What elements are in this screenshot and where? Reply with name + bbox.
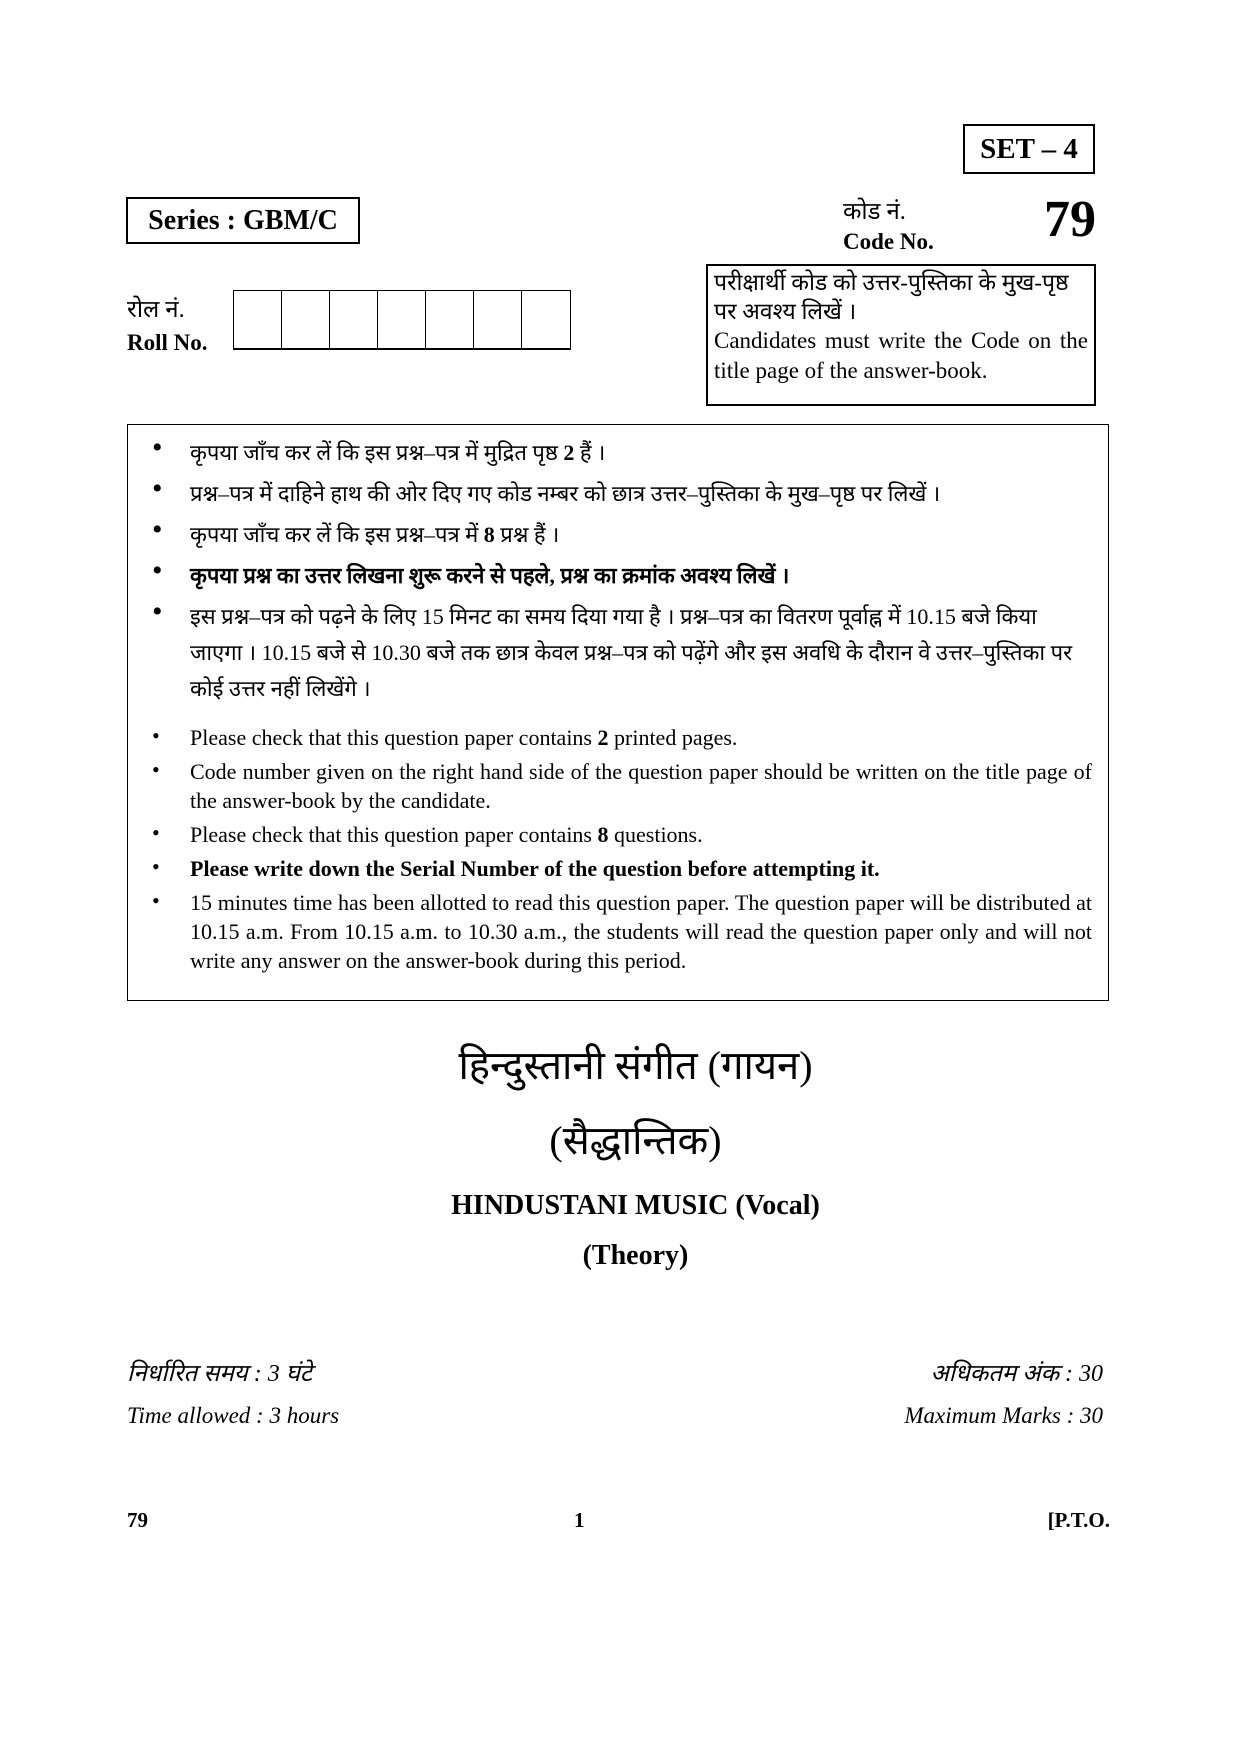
pto-label: [P.T.O.	[1047, 1508, 1110, 1532]
instruction-text: 15 minutes time has been allotted to read this question paper. The question paper will be distributed at 10.15 a.m. From 10.15 a.m. to 10.30 a.m., the students will read the question paper only and will not write any answer on the answer-book during this period.	[190, 890, 1092, 973]
instruction-text: प्रश्न–पत्र में दाहिने हाथ की ओर दिए गए कोड नम्बर को छात्र उत्तर–पुस्तिका के मुख–पृष्ठ पर लिखें ।	[190, 481, 941, 506]
max-marks-hindi: अधिकतम अंक : 30	[930, 1361, 1103, 1387]
instruction-text: कृपया जाँच कर लें कि इस प्रश्न–पत्र में 8 प्रश्न हैं ।	[190, 522, 560, 547]
series-label: Series : GBM/C	[126, 197, 360, 244]
page-number: 1	[574, 1508, 585, 1532]
footer-code: 79	[127, 1508, 148, 1532]
bullet: •	[152, 431, 163, 464]
roll-number-grid[interactable]	[233, 290, 571, 350]
time-allowed-hindi: निर्धारित समय : 3 घंटे	[127, 1361, 312, 1387]
bullet: •	[152, 595, 163, 628]
code-instruction-box	[706, 264, 1096, 406]
bullet: •	[152, 472, 163, 505]
instruction-text: Please check that this question paper contains 8 questions.	[190, 822, 703, 847]
bullet: •	[152, 854, 160, 879]
instructions-box	[127, 424, 1109, 1001]
code-label-english: Code No.	[843, 229, 934, 254]
bullet: •	[152, 554, 163, 587]
instruction-text: कृपया जाँच कर लें कि इस प्रश्न–पत्र में मुद्रित पृष्ठ 2 हैं ।	[190, 440, 606, 465]
bullet: •	[152, 888, 160, 913]
subject-title-hindi: हिन्दुस्तानी संगीत (गायन)	[458, 1043, 813, 1088]
roll-digit-box[interactable]	[330, 291, 378, 348]
subject-title-english: HINDUSTANI MUSIC (Vocal)	[451, 1190, 820, 1221]
code-label-hindi: कोड नं.	[843, 199, 906, 225]
roll-digit-box[interactable]	[378, 291, 426, 348]
subject-subtitle-hindi: (सैद्धान्तिक)	[549, 1118, 722, 1163]
roll-label-english: Roll No.	[127, 330, 208, 355]
bullet: •	[152, 820, 160, 845]
bullet: •	[152, 757, 160, 782]
subject-subtitle-english: (Theory)	[582, 1240, 689, 1271]
set-label: SET – 4	[963, 124, 1095, 174]
roll-digit-box[interactable]	[522, 291, 570, 348]
code-note-english: Candidates must write the Code on the title page of the answer-book.	[714, 328, 1088, 383]
bullet: •	[152, 513, 163, 546]
code-note-hindi-line1: परीक्षार्थी कोड को उत्तर-पुस्तिका के मुख-पृष्ठ	[714, 270, 1069, 295]
roll-digit-box[interactable]	[234, 291, 282, 348]
roll-label-hindi: रोल नं.	[127, 297, 185, 323]
instruction-text: Please write down the Serial Number of the question before attempting it.	[190, 856, 880, 881]
bullet: •	[152, 723, 160, 748]
roll-digit-box[interactable]	[426, 291, 474, 348]
instruction-text: Code number given on the right hand side of the question paper should be written on the title page of the answer-book by the candidate.	[190, 759, 1092, 813]
instruction-text: इस प्रश्न–पत्र को पढ़ने के लिए 15 मिनट का समय दिया गया है । प्रश्न–पत्र का वितरण पूर्वाह्न में 10.15 बजे किया जाएगा । 10.15 बजे से 10.30 बजे तक छात्र केवल प्रश्न–पत्र को पढ़ेंगे और इस अवधि के दौरान वे उत्तर–पुस्तिका पर कोई उत्तर नहीं लिखेंगे ।	[190, 604, 1073, 701]
code-number: 79	[1044, 191, 1096, 248]
time-allowed-english: Time allowed : 3 hours	[127, 1403, 340, 1428]
roll-digit-box[interactable]	[282, 291, 330, 348]
instruction-text: Please check that this question paper contains 2 printed pages.	[190, 725, 738, 750]
roll-digit-box[interactable]	[474, 291, 522, 348]
max-marks-english: Maximum Marks : 30	[904, 1403, 1103, 1428]
instruction-text: कृपया प्रश्न का उत्तर लिखना शुरू करने से पहले, प्रश्न का क्रमांक अवश्य लिखें ।	[190, 563, 790, 588]
code-note-hindi-line2: पर अवश्य लिखें ।	[714, 299, 857, 324]
